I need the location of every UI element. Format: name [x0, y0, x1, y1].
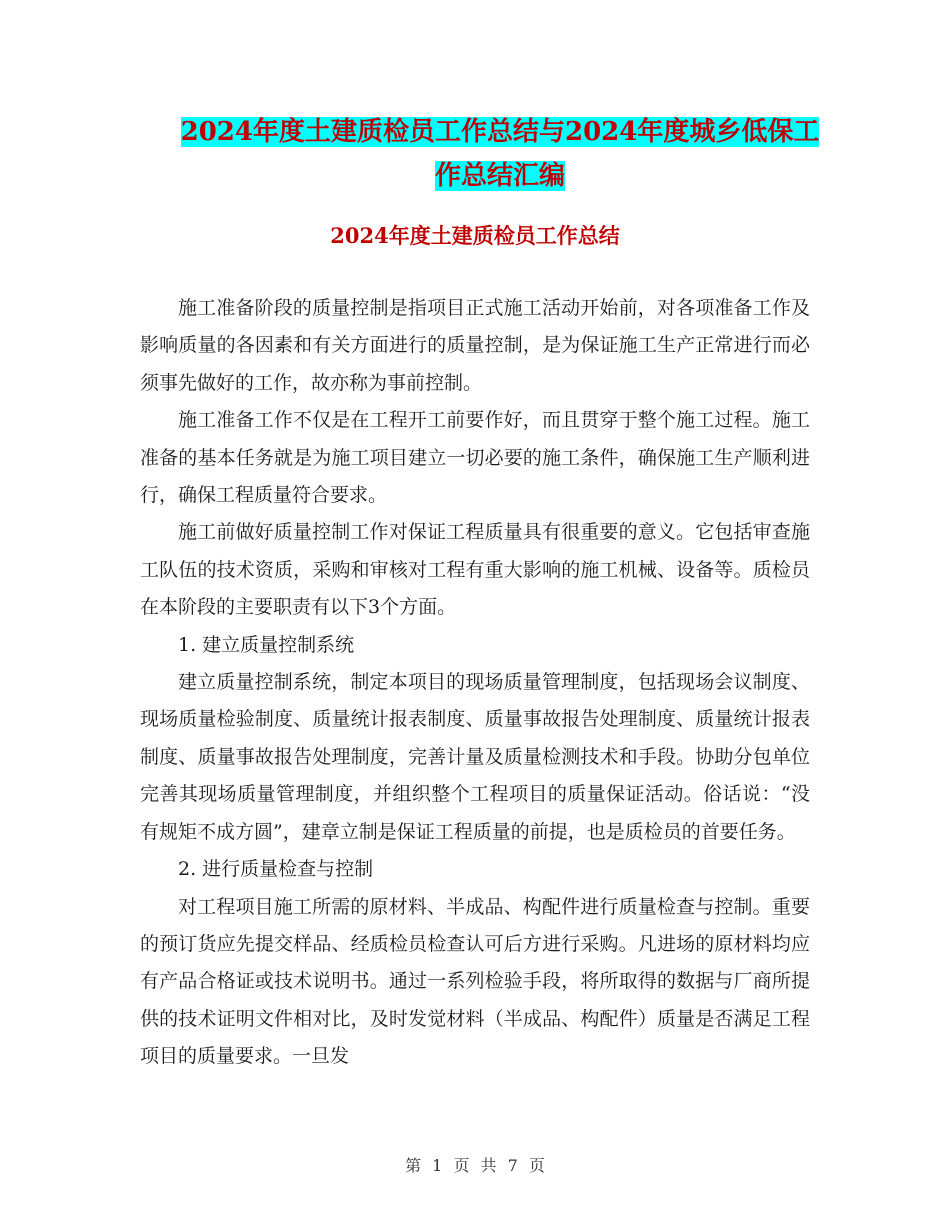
paragraph: 施工准备阶段的质量控制是指项目正式施工活动开始前，对各项准备工作及影响质量的各因素和有关方面进行的质量控制，是为保证施工生产正常进行而必须事先做好的工作，故亦称为事前控制。	[140, 297, 810, 394]
document-body	[140, 290, 810, 1076]
list-heading: 1. 建立质量控制系统	[178, 633, 355, 656]
list-heading: 2. 进行质量检查与控制	[178, 858, 374, 881]
title-line-1: 2024年度土建质检员工作总结与2024年度城乡低保工	[180, 117, 820, 147]
section-title: 2024年度土建质检员工作总结	[330, 223, 620, 248]
document-title	[140, 110, 860, 198]
paragraph: 施工准备工作不仅是在工程开工前要作好，而且贯穿于整个施工过程。施工准备的基本任务就是为施工项目建立一切必要的施工条件，确保施工生产顺利进行，确保工程质量符合要求。	[140, 409, 810, 507]
paragraph: 施工前做好质量控制工作对保证工程质量具有很重要的意义。它包括审查施工队伍的技术资质，采购和审核对工程有重大影响的施工机械、设备等。质检员在本阶段的主要职责有以下3个方面。	[140, 521, 810, 619]
title-line-2: 作总结汇编	[434, 161, 565, 191]
page-number-footer: 第 1 页 共 7 页	[405, 1156, 545, 1175]
paragraph: 对工程项目施工所需的原材料、半成品、构配件进行质量检查与控制。重要的预订货应先提交样品、经质检员检查认可后方进行采购。凡进场的原材料均应有产品合格证或技术说明书。通过一系列检验手段，将所取得的数据与厂商所提供的技术证明文件相对比，及时发觉材料（半成品、构配件）质量是否满足工程项目的质量要求。一旦发	[140, 895, 810, 1068]
paragraph: 建立质量控制系统，制定本项目的现场质量管理制度，包括现场会议制度、现场质量检验制度、质量统计报表制度、质量事故报告处理制度、质量统计报表制度、质量事故报告处理制度，完善计量及质量检测技术和手段。协助分包单位完善其现场质量管理制度，并组织整个工程项目的质量保证活动。俗话说：“没有规矩不成方圆”，建章立制是保证工程质量的前提，也是质检员的首要任务。	[140, 671, 810, 843]
